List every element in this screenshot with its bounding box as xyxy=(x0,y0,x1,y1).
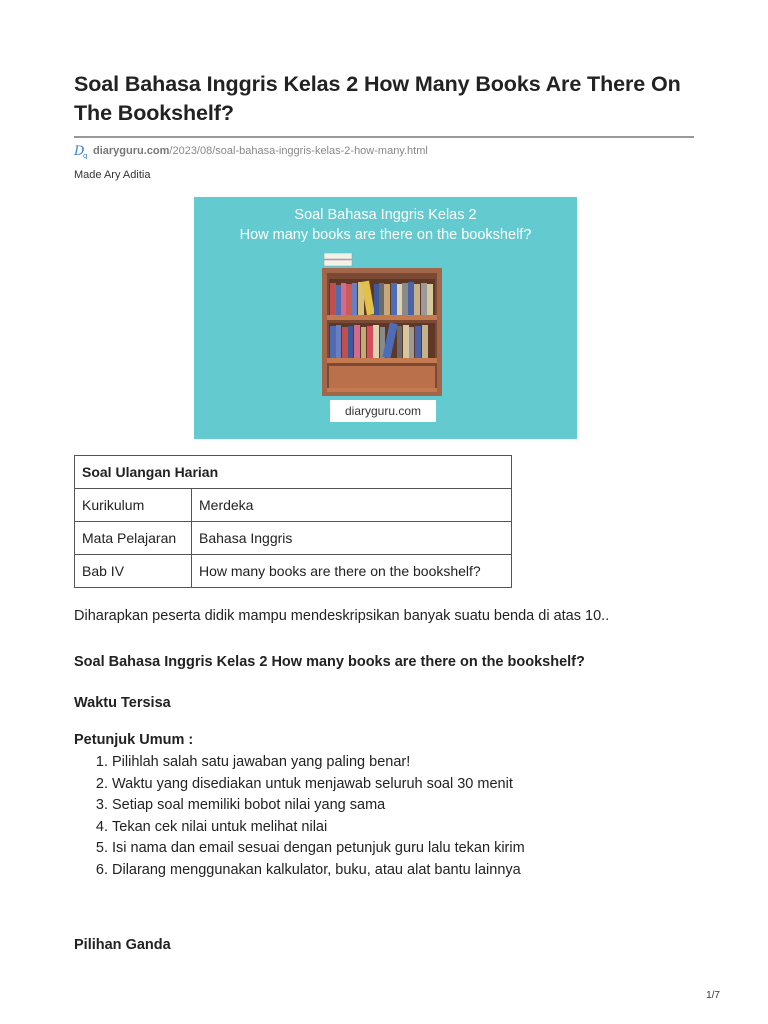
table-cell-value: Bahasa Inggris xyxy=(192,522,512,555)
multiple-choice-heading: Pilihan Ganda xyxy=(74,937,171,953)
table-row xyxy=(75,522,512,555)
timer-heading: Waktu Tersisa xyxy=(74,695,171,711)
table-cell-value: Merdeka xyxy=(192,489,512,522)
title-divider xyxy=(74,136,694,138)
document-page xyxy=(74,70,694,953)
table-row xyxy=(75,555,512,588)
instructions-heading: Petunjuk Umum : xyxy=(74,732,194,748)
section-subtitle: Soal Bahasa Inggris Kelas 2 How many books are there on the bookshelf? xyxy=(74,654,585,670)
source-path: /2023/08/soal-bahasa-inggris-kelas-2-how-many.html xyxy=(169,145,428,157)
svg-text:g: g xyxy=(83,152,88,159)
table-cell-key: Kurikulum xyxy=(75,489,192,522)
hero-site-label: diaryguru.com xyxy=(330,400,436,422)
svg-text:D: D xyxy=(74,144,85,159)
list-item: 4. Tekan cek nilai untuk melihat nilai xyxy=(112,817,525,839)
table-cell-key: Bab IV xyxy=(75,555,192,588)
list-item: 6. Dilarang menggunakan kalkulator, buku, atau alat bantu lainnya xyxy=(112,860,525,882)
hero-image xyxy=(194,197,577,439)
list-item: 1. Pilihlah salah satu jawaban yang paling benar! xyxy=(112,752,525,774)
bookshelf-illustration xyxy=(321,253,445,397)
diaryguru-logo-icon xyxy=(74,143,90,159)
page-title: Soal Bahasa Inggris Kelas 2 How Many Books Are There On The Bookshelf? xyxy=(74,72,681,125)
table-row xyxy=(75,489,512,522)
source-line xyxy=(74,143,694,159)
list-item: 2. Waktu yang disediakan untuk menjawab seluruh soal 30 menit xyxy=(112,774,525,796)
table-cell-key: Mata Pelajaran xyxy=(75,522,192,555)
hero-title: Soal Bahasa Inggris Kelas 2 xyxy=(294,207,477,223)
intro-paragraph: Diharapkan peserta didik mampu mendeskripsikan banyak suatu benda di atas 10.. xyxy=(74,608,610,624)
table-header-row xyxy=(75,456,512,489)
table-header: Soal Ulangan Harian xyxy=(75,456,512,489)
author-name: Made Ary Aditia xyxy=(74,169,151,181)
list-item: 3. Setiap soal memiliki bobot nilai yang sama xyxy=(112,795,525,817)
info-table xyxy=(74,455,512,588)
hero-subtitle: How many books are there on the bookshelf? xyxy=(239,227,532,243)
source-domain: diaryguru.com xyxy=(93,145,170,157)
instructions-list xyxy=(74,752,525,882)
source-link[interactable] xyxy=(93,145,428,157)
list-item: 5. Isi nama dan email sesuai dengan petunjuk guru lalu tekan kirim xyxy=(112,838,525,860)
table-cell-value: How many books are there on the bookshelf? xyxy=(192,555,512,588)
page-number: 1/7 xyxy=(706,990,720,1001)
